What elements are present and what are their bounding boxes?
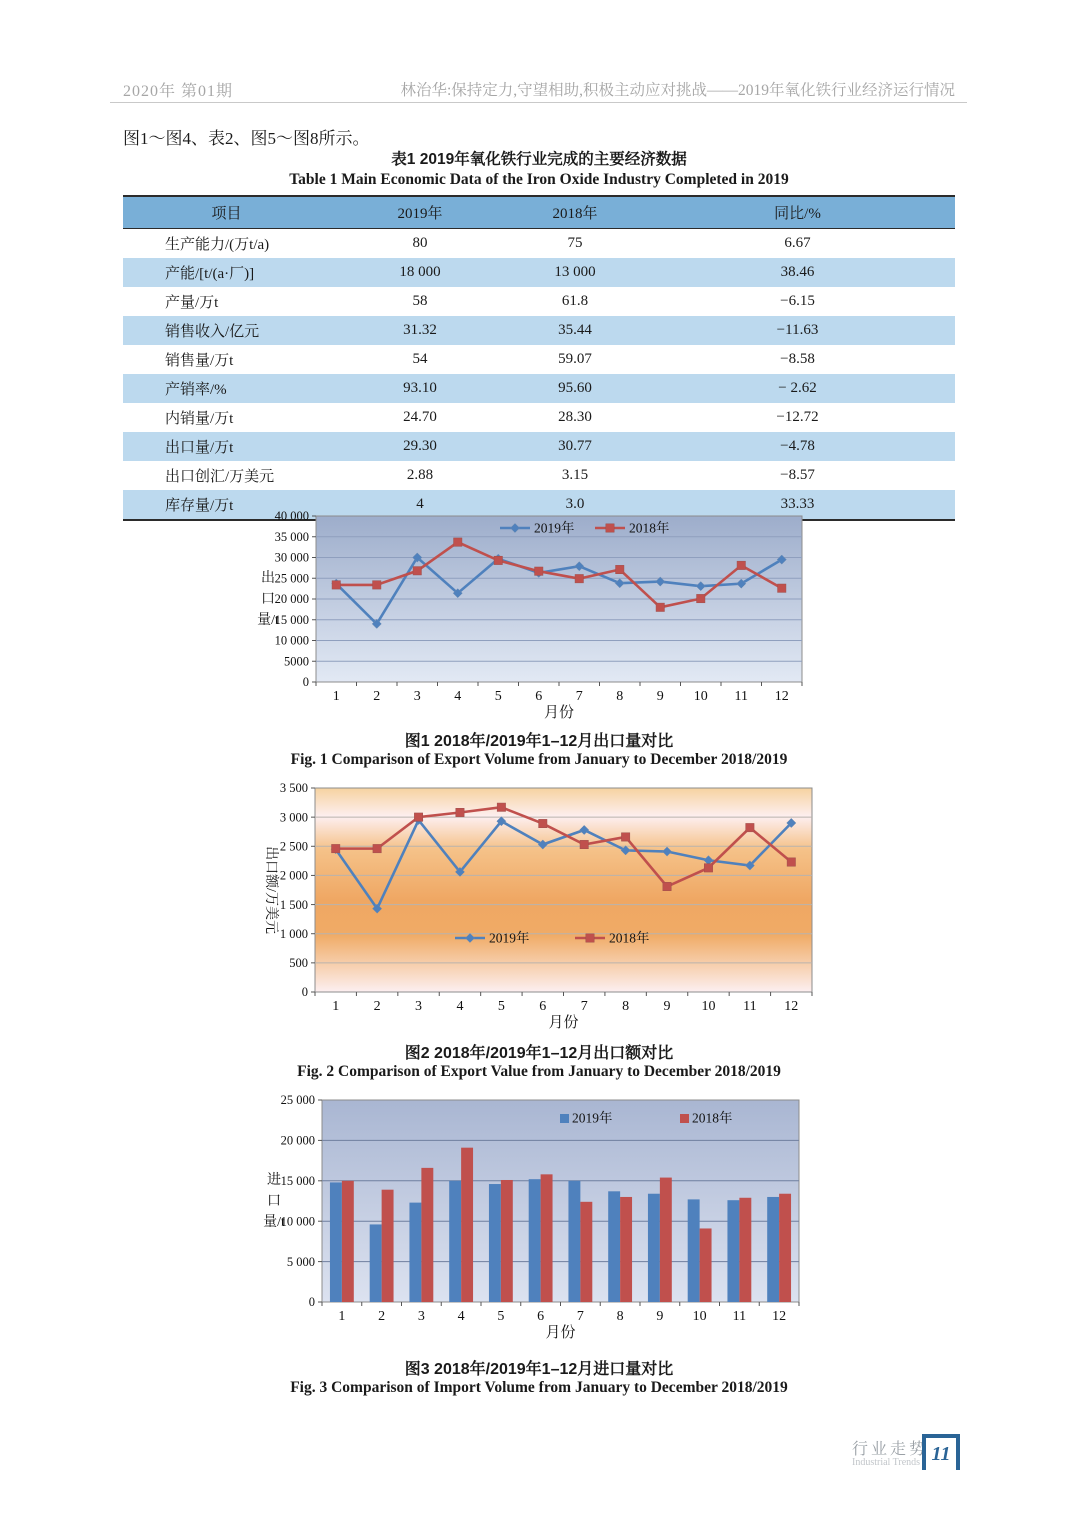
table-cell: 3.15	[561, 467, 589, 483]
y-axis-label: 进口量/t	[263, 1173, 285, 1230]
table-cell: 销售量/万t	[165, 353, 234, 369]
svg-text:8: 8	[616, 689, 624, 704]
table-cell: 54	[412, 351, 428, 367]
table-cell: 24.70	[403, 409, 437, 425]
table-cell: 4	[416, 496, 424, 512]
economic-data-table	[123, 195, 955, 524]
svg-text:2 500: 2 500	[279, 839, 308, 854]
fig3-import-volume-chart	[252, 1092, 817, 1352]
svg-text:0: 0	[302, 675, 309, 690]
table-header-cell: 2018年	[510, 196, 640, 229]
svg-text:2018年: 2018年	[609, 930, 650, 946]
svg-text:7: 7	[575, 689, 583, 704]
svg-text:20 000: 20 000	[274, 592, 309, 607]
svg-text:3: 3	[415, 999, 423, 1014]
svg-text:3 500: 3 500	[279, 781, 308, 796]
svg-text:4: 4	[456, 999, 464, 1014]
table-title-en: Table 1 Main Economic Data of the Iron Oxide Industry Completed in 2019	[289, 171, 789, 188]
table-cell: 产能/[t/(a·厂)]	[165, 266, 255, 282]
svg-text:4: 4	[454, 689, 462, 704]
svg-text:15 000: 15 000	[274, 612, 309, 627]
svg-text:1: 1	[332, 999, 340, 1014]
table-row	[123, 374, 955, 403]
svg-text:40 000: 40 000	[274, 509, 309, 524]
svg-text:2019年: 2019年	[489, 930, 530, 946]
svg-text:2: 2	[378, 1309, 386, 1324]
table-cell: 75	[567, 235, 583, 251]
svg-text:10: 10	[701, 999, 716, 1014]
table-cell: − 2.62	[778, 380, 817, 396]
intro-text: 图1～图4、表2、图5～图8所示。	[123, 129, 370, 148]
table-cell: 产销率/%	[165, 382, 227, 398]
svg-text:20 000: 20 000	[280, 1133, 315, 1148]
svg-text:4: 4	[457, 1309, 465, 1324]
table-cell: 销售收入/亿元	[165, 324, 260, 340]
svg-text:11: 11	[732, 1309, 747, 1324]
svg-text:5: 5	[497, 999, 505, 1014]
table-header-cell: 2019年	[330, 196, 510, 229]
table-row	[123, 229, 955, 259]
svg-text:5: 5	[494, 689, 502, 704]
table-row	[123, 461, 955, 490]
table-cell: 出口创汇/万美元	[165, 469, 275, 485]
svg-text:2019年: 2019年	[534, 520, 575, 536]
svg-text:10: 10	[692, 1309, 707, 1324]
table-cell: −8.58	[780, 351, 815, 367]
table-row	[123, 403, 955, 432]
table-cell: 95.60	[558, 380, 592, 396]
svg-text:500: 500	[289, 956, 308, 971]
svg-text:5 000: 5 000	[286, 1254, 315, 1269]
svg-text:10: 10	[693, 689, 708, 704]
svg-text:1: 1	[332, 689, 340, 704]
fig3-caption-zh: 图3 2018年/2019年1–12月进口量对比	[404, 1361, 674, 1378]
svg-text:2: 2	[373, 689, 381, 704]
table-cell: 产量/万t	[165, 295, 219, 311]
table-cell: 30.77	[558, 438, 592, 454]
svg-text:2018年: 2018年	[629, 520, 670, 536]
table-header-cell: 项目	[123, 196, 330, 229]
svg-text:2 000: 2 000	[279, 868, 308, 883]
table-cell: −4.78	[780, 438, 815, 454]
svg-text:7: 7	[580, 999, 588, 1014]
svg-text:35 000: 35 000	[274, 529, 309, 544]
table-header-row	[123, 196, 955, 229]
table-cell: 18 000	[399, 264, 441, 280]
table-row	[123, 345, 955, 374]
x-axis-label: 月份	[545, 1325, 576, 1341]
svg-text:0: 0	[301, 985, 308, 1000]
table-cell: 13 000	[554, 264, 596, 280]
svg-text:7: 7	[576, 1309, 584, 1324]
svg-text:6: 6	[537, 1309, 545, 1324]
svg-text:5: 5	[497, 1309, 505, 1324]
table-cell: 库存量/万t	[165, 498, 234, 514]
table-row	[123, 316, 955, 345]
svg-text:1: 1	[338, 1309, 346, 1324]
svg-text:5000: 5000	[284, 654, 309, 669]
svg-text:6: 6	[535, 689, 543, 704]
svg-text:10 000: 10 000	[274, 633, 309, 648]
svg-text:2: 2	[373, 999, 381, 1014]
svg-text:1 000: 1 000	[279, 926, 308, 941]
svg-text:9: 9	[663, 999, 671, 1014]
fig1-caption-en: Fig. 1 Comparison of Export Volume from January to December 2018/2019	[290, 751, 788, 768]
table-cell: 61.8	[561, 293, 589, 309]
issue-label: 2020年 第01期	[123, 83, 234, 100]
table-cell: 内销量/万t	[165, 411, 234, 427]
y-axis-label: 出口额/万美元	[263, 846, 278, 934]
svg-text:12: 12	[772, 1309, 787, 1324]
svg-text:6: 6	[539, 999, 547, 1014]
svg-text:2019年: 2019年	[572, 1110, 613, 1126]
header-rule	[110, 102, 967, 103]
svg-text:9: 9	[656, 1309, 664, 1324]
svg-text:12: 12	[774, 689, 789, 704]
svg-text:15 000: 15 000	[280, 1174, 315, 1188]
svg-text:30 000: 30 000	[274, 550, 309, 565]
table-cell: 93.10	[403, 380, 437, 396]
table-cell: −8.57	[780, 467, 815, 483]
svg-text:12: 12	[784, 999, 799, 1014]
table-row	[123, 258, 955, 287]
svg-text:3 000: 3 000	[279, 810, 308, 825]
table-cell: 59.07	[558, 351, 592, 367]
table-cell: −6.15	[780, 293, 815, 309]
table-cell: 38.46	[780, 264, 815, 280]
fig1-export-volume-chart	[248, 508, 818, 726]
page-number-bracket	[922, 1434, 960, 1470]
page-number: 11	[931, 1442, 951, 1465]
table-cell: −12.72	[776, 409, 819, 425]
table-cell: 58	[412, 293, 428, 309]
table-cell: 29.30	[403, 438, 437, 454]
svg-text:1 500: 1 500	[279, 897, 308, 912]
table-cell: 2.88	[406, 467, 434, 483]
table-title-zh: 表1 2019年氧化铁行业完成的主要经济数据	[391, 151, 687, 168]
x-axis-label: 月份	[543, 705, 575, 721]
running-title: 林治华:保持定力,守望相助,积极主动应对挑战——2019年氧化铁行业经济运行情况	[400, 82, 955, 99]
fig1-caption-zh: 图1 2018年/2019年1–12月出口量对比	[404, 733, 674, 750]
plot-area	[315, 788, 812, 992]
table-row	[123, 287, 955, 316]
svg-text:25 000: 25 000	[274, 571, 309, 586]
fig3-caption-en: Fig. 3 Comparison of Import Volume from January to December 2018/2019	[290, 1379, 788, 1396]
x-axis-label: 月份	[548, 1015, 579, 1031]
footer-section-zh: 行业走势	[852, 1441, 929, 1458]
svg-text:2018年: 2018年	[692, 1110, 733, 1126]
table-cell: 31.32	[403, 322, 437, 338]
svg-text:3: 3	[417, 1309, 425, 1324]
fig2-caption-en: Fig. 2 Comparison of Export Value from January to December 2018/2019	[297, 1063, 781, 1080]
y-axis-label: 出口量/t	[257, 571, 279, 628]
footer-section-en: Industrial Trends	[852, 1457, 921, 1468]
table-cell: 33.33	[780, 496, 815, 512]
table-header-cell: 同比/%	[640, 196, 955, 229]
table-cell: 80	[412, 235, 428, 251]
svg-text:11: 11	[734, 689, 748, 704]
svg-text:0: 0	[308, 1295, 315, 1310]
svg-text:10 000: 10 000	[280, 1214, 315, 1229]
svg-text:25 000: 25 000	[280, 1093, 315, 1108]
table-cell: 生产能力/(万t/a)	[165, 237, 270, 253]
table-cell: 28.30	[558, 409, 592, 425]
svg-text:3: 3	[413, 689, 421, 704]
svg-text:8: 8	[616, 1309, 624, 1324]
table-cell: 3.0	[565, 496, 585, 512]
svg-text:9: 9	[656, 689, 664, 704]
fig2-caption-zh: 图2 2018年/2019年1–12月出口额对比	[404, 1045, 674, 1062]
fig2-export-value-chart	[243, 780, 828, 1032]
table-cell: −11.63	[776, 322, 819, 338]
svg-text:8: 8	[622, 999, 630, 1014]
table-cell: 出口量/万t	[165, 440, 234, 456]
svg-text:11: 11	[743, 999, 757, 1014]
table-cell: 35.44	[558, 322, 592, 338]
table-row	[123, 432, 955, 461]
table-cell: 6.67	[784, 235, 811, 251]
